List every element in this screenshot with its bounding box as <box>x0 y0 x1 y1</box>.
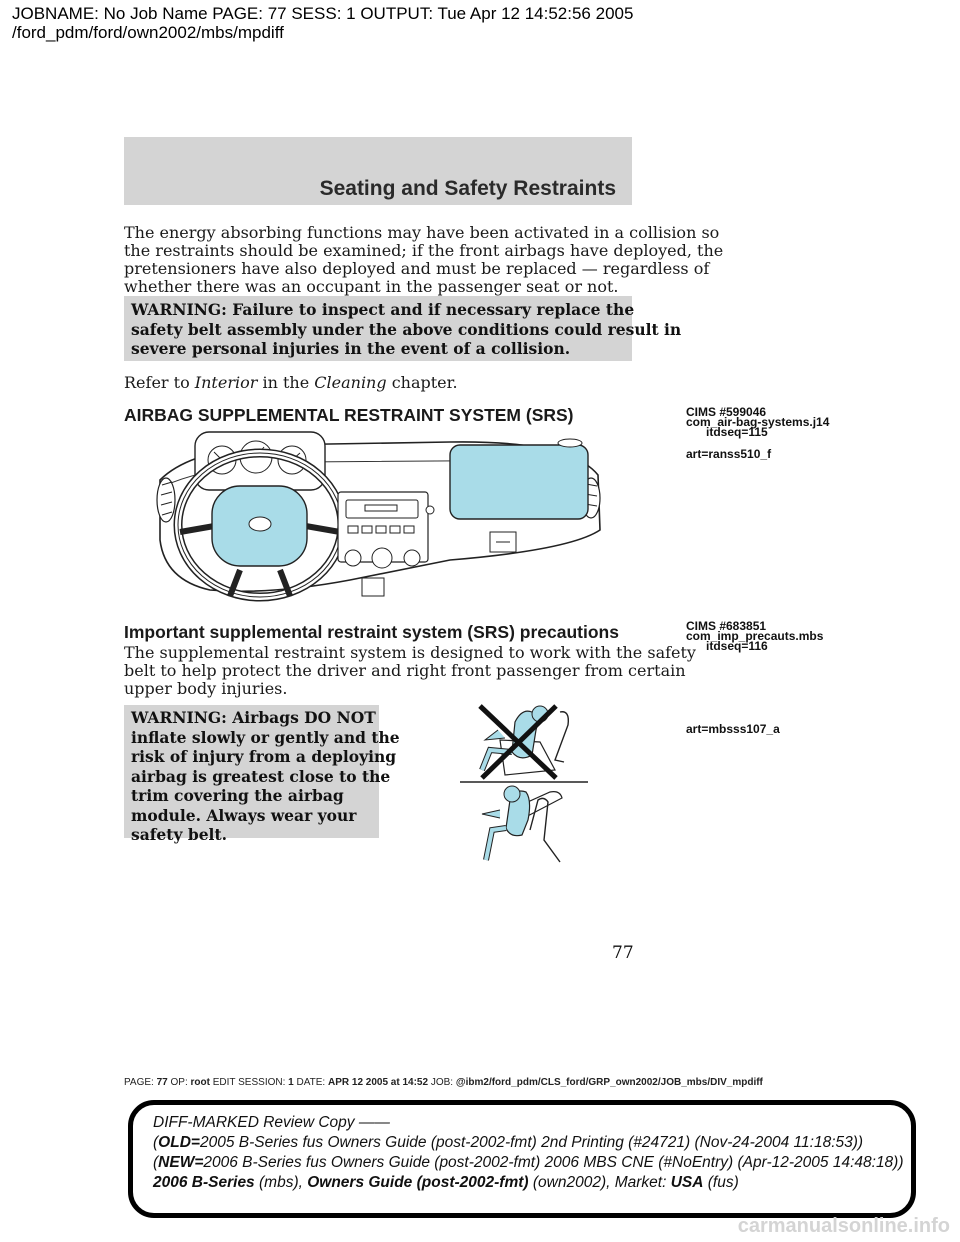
text-line: the restraints should be examined; if the front airbags have deployed, the <box>124 241 724 260</box>
job-header-line1: JOBNAME: No Job Name PAGE: 77 SESS: 1 OUTPUT: Tue Apr 12 14:52:56 2005 <box>12 4 634 23</box>
cims-file: com_imp_precauts.mbs <box>686 629 824 643</box>
cims-seq: itdseq=115 <box>706 425 768 439</box>
refer-middle: in the <box>257 373 315 392</box>
text-line: The supplemental restraint system is designed to work with the safety <box>124 643 696 662</box>
text-line: module. Always wear your <box>131 805 357 825</box>
diff-old-line: (OLD=2005 B-Series fus Owners Guide (post-2002-fmt) 2nd Printing (#24721) (Nov-24-2004 11:18:53)) <box>153 1134 864 1151</box>
warning-box-airbags <box>124 705 400 844</box>
paragraph-energy-absorbing <box>124 223 724 296</box>
diff-market: USA <box>670 1174 704 1191</box>
footer-page: 77 <box>156 1077 168 1088</box>
text-line: WARNING: Failure to inspect and if necessary replace the <box>131 300 635 319</box>
diff-product-line <box>153 1173 904 1193</box>
text-line: upper body injuries. <box>124 679 288 698</box>
diff-title: DIFF-MARKED Review Copy —— <box>153 1114 390 1131</box>
text-line: The energy absorbing functions may have been activated in a collision so <box>124 223 720 242</box>
refer-suffix: chapter. <box>386 373 458 392</box>
warning-text <box>131 300 681 359</box>
footer-session-label: EDIT SESSION: <box>209 1077 289 1088</box>
art-label-1: art=ranss510_f <box>686 447 772 461</box>
footer-page-label: PAGE: <box>124 1077 157 1088</box>
cims-file: com_air-bag-systems.j14 <box>686 415 830 429</box>
print-footer <box>124 1077 763 1088</box>
cims-block-1 <box>686 407 829 437</box>
occupant-position-illustration <box>460 700 590 865</box>
warning-box-inspect <box>124 296 682 361</box>
diff-new-label: NEW= <box>158 1154 204 1171</box>
text-line: inflate slowly or gently and the <box>131 727 400 747</box>
footer-date: APR 12 2005 at 14:52 <box>327 1077 429 1088</box>
diff-review-text <box>153 1113 904 1193</box>
diff-new-text: 2006 B-Series fus Owners Guide (post-2002-fmt) 2006 MBS CNE (#NoEntry) (Apr-12-2005 14:48:18)) <box>203 1154 904 1171</box>
text-line: pretensioners have also deployed and must be replaced — regardless of <box>124 259 710 278</box>
footer-job-label: JOB: <box>428 1077 456 1088</box>
cims-seq: itdseq=116 <box>706 639 768 653</box>
refer-line <box>124 374 644 392</box>
footer-op-label: OP: <box>167 1077 191 1088</box>
footer-date-label: DATE: <box>293 1077 328 1088</box>
diff-guide-code: (own2002) <box>528 1174 607 1191</box>
heading-srs-precautions: Important supplemental restraint system (SRS) precautions <box>124 622 619 642</box>
refer-prefix: Refer to <box>124 373 195 392</box>
too-close-occupant-figure <box>480 706 568 778</box>
footer-op: root <box>190 1077 210 1088</box>
cims-block-2 <box>686 621 823 651</box>
warning-text <box>131 708 400 845</box>
diff-old-text: 2005 B-Series fus Owners Guide (post-2002-fmt) 2nd Printing (#24721) (Nov-24-2004 11:18:53)) <box>199 1134 864 1151</box>
diff-old-label: OLD= <box>158 1134 200 1151</box>
diff-series-code: (mbs), <box>254 1174 308 1191</box>
section-title-band <box>124 137 632 205</box>
diff-guide: Owners Guide (post-2002-fmt) <box>307 1174 529 1191</box>
refer-interior: Interior <box>194 373 258 392</box>
diff-series: 2006 B-Series <box>153 1174 255 1191</box>
heading-airbag-srs: AIRBAG SUPPLEMENTAL RESTRAINT SYSTEM (SRS) <box>124 405 574 425</box>
page-number: 77 <box>612 943 634 963</box>
text-line: airbag is greatest close to the <box>131 766 391 786</box>
correct-occupant-figure <box>482 786 562 862</box>
watermark: carmanualsonline.info <box>737 1215 950 1237</box>
diff-review-box <box>128 1100 916 1218</box>
text-line: belt to help protect the driver and right front passenger from certain <box>124 661 686 680</box>
cims-id: CIMS #683851 <box>686 619 767 633</box>
text-line: whether there was an occupant in the passenger seat or not. <box>124 277 619 296</box>
passenger-airbag-module <box>450 445 588 519</box>
footer-session: 1 <box>288 1077 294 1088</box>
refer-cleaning: Cleaning <box>314 373 387 392</box>
text-line: trim covering the airbag <box>131 786 344 805</box>
text-line: severe personal injuries in the event of a collision. <box>131 339 571 358</box>
art-label-2: art=mbsss107_a <box>686 722 780 736</box>
text-line: risk of injury from a deploying <box>131 747 397 766</box>
cims-id: CIMS #599046 <box>686 405 767 419</box>
dashboard-airbag-illustration <box>150 420 610 610</box>
job-header <box>12 4 633 42</box>
diff-market-code: (fus) <box>703 1174 739 1191</box>
footer-job: @ibm2/ford_pdm/CLS_ford/GRP_own2002/JOB_mbs/DIV_mpdiff <box>455 1077 763 1088</box>
text-line: WARNING: Airbags DO NOT <box>131 708 376 727</box>
job-header-line2: /ford_pdm/ford/own2002/mbs/mpdiff <box>12 23 284 42</box>
diff-market-label: , Market: <box>606 1174 671 1191</box>
diff-new-line: (NEW=2006 B-Series fus Owners Guide (post-2002-fmt) 2006 MBS CNE (#NoEntry) (Apr-12-2005 14:48:18)) <box>153 1154 904 1171</box>
paragraph-srs-design <box>124 643 696 698</box>
section-title: Seating and Safety Restraints <box>319 177 616 200</box>
text-line: safety belt. <box>131 825 228 844</box>
text-line: safety belt assembly under the above conditions could result in <box>131 319 682 339</box>
